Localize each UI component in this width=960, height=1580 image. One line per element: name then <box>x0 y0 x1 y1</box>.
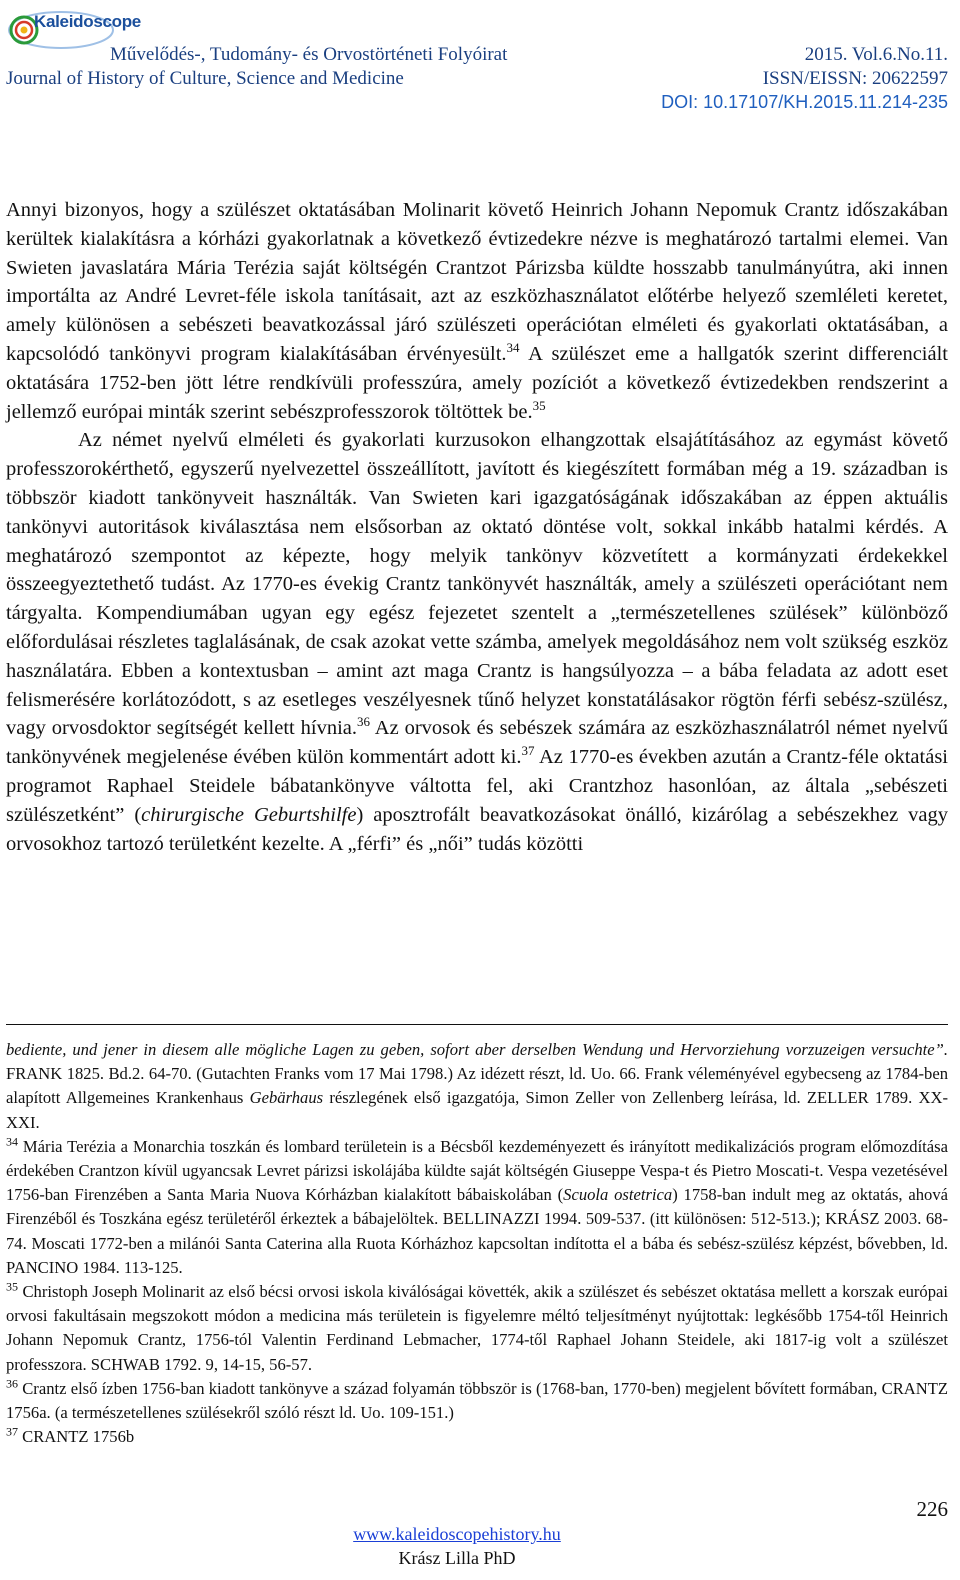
paragraph-2: Az német nyelvű elméleti és gyakorlati kurzusokon elhangzottak elsajátításához az egymást követő professzorokérthető, egyszerű nyelvezettel összeállított, javított és kiegészített formában még a 19. században is többször kiadott tankönyveit használták. Van Swieten kari igazgatóságának időszakában az éppen aktuális tankönyvi autoritások kiválasztása nem elsősorban az oktató döntése volt, sokkal inkább hatalmi kérdés. A meghatározó szempontot az képezte, hogy melyik tankönyv közvetített a kormányzati érdekekkel összeegyeztethető tudást. Az 1770-es évekig Crantz tankönyvét használták, amely a szülészeti operációtant nem tárgyalta. Kompendiumában ugyan egy egész fejezetet szentelt a „természetellenes szülések” különböző előfordulásai részletes taglalásának, de csak azokat vette számba, amelyek megoldásához nem volt szükség eszköz használatára. Ebben a kontextusban – amint azt maga Crantz is hangsúlyozza – a bába feladata az adott eset felismerésére korlátozódott, s az esetleges veszélyesnek tűnő helyzet konstatálásakor rögtön férfi sebész-szülész, vagy orvosdoktor segítségét kellett hívnia.$^{36}$ Az orvosok és sebészek számára az eszközhasználatról német nyelvű tankönyvének megjelenése évében külön kommentárt adott ki.$^{37}$ Az 1770-es években azután a Crantz-féle oktatási programot Raphael Steidele bábatankönyve váltotta fel, aki Crantzhoz hasonlóan, az általa „sebészeti szülészetként” (chirurgische Geburtshilfe) aposztrofált beavatkozásokat önálló, kizárólag a sebészekhez vagy orvosokhoz tartozó területként kezelte. A „férfi” és „női” tudás közötti <box>6 429 949 855</box>
journal-title-english: Journal of History of Culture, Science and Medicine <box>6 68 404 89</box>
footnote-35: $^{35}$ Christoph Joseph Molinarit az első bécsi orvosi iskola kiválóságai követték, akik a szülészet és sebészet oktatása mellett a korszak európai orvosi fakultásain megszokott módon a medicina más területein is figyelemre méltó teljesítményt nyújtottak: legkésőbb 1754-től Heinrich Johann Nepomuk Crantz, 1756-tól Valentin Ferdinand Lebmacher, 1774-től Raphael Johann Steidele, aki 1817-ig volt a szülészet professzora. SCHWAB 1792. 9, 14-15, 56-57. <box>6 1279 948 1374</box>
website-link[interactable]: www.kaleidoscopehistory.hu <box>353 1524 561 1544</box>
footnote-34: $^{34}$ Mária Terézia a Monarchia toszkán és lombard területein is a Bécsből kezdeményezett és irányított medikalizációs program előmozdítása érdekében Crantzon kívül ugyancsak Levret párizsi iskolájába küldte saját költségén Giuseppe Vespa-t és Pietro Moscati-t. Vespa vezetésével 1756-ban Firenzében a Santa Maria Nuova Kórházban kialakított bábaiskolában (Scuola ostetrica) 1758-ban indult meg az oktatás, ahová Firenzéből és Toszkána egész területéről érkeztek a bábajelöltek. BELLINAZZI 1994. 509-537. (itt különösen: 512-513.); KRÁSZ 2003. 68-74. Moscati 1772-ben a milánói Santa Caterina alla Ruota Kórházhoz kapcsoltan indította el a bába és sebész-szülész képzést, bővebben, ld. PANCINO 1984. 113-125. <box>6 1134 948 1277</box>
author-name: Krász Lilla PhD <box>398 1548 516 1568</box>
paragraph-1: Annyi bizonyos, hogy a szülészet oktatásában Molinarit követő Heinrich Johann Nepomuk Crantz időszakában kerültek kialakításra a kórházi gyakorlatnak a következő évtizedekre nézve is meghatározó tartalmi elemei. Van Swieten javaslatára Mária Terézia saját költségén Crantzot Párizsba küldte hosszabb tanulmányútra, aki innen importálta az André Levret-féle iskola tanításait, azt az eszközhasználatot előtérbe helyező szemléleti keretet, amely különösen a sebészeti beavatkozással járó szülészeti operációtan elméleti és gyakorlati oktatásában, a kapcsolódó tankönyvi program kialakításában érvényesült.$^{34}$ A szülészet eme a hallgatók szerint differenciált oktatására 1752-ben jött létre rendkívüli professzúra, amely pozíciót a következő évtizedekben rendszerint a jellemző európai minták szerint sebészprofesszorok töltöttek be.$^{35}$ <box>6 199 948 423</box>
journal-header <box>0 0 960 120</box>
footnotes <box>6 1038 948 1449</box>
main-text <box>6 196 948 858</box>
footnote-ref-34[interactable]: 34 <box>506 340 520 356</box>
doi-link[interactable]: DOI: 10.17107/KH.2015.11.214-235 <box>661 92 948 112</box>
footnote-ref-35[interactable]: 35 <box>532 397 546 413</box>
footnote-continuation: bediente, und jener in diesem alle mögliche Lagen zu geben, sofort aber derselben Wendung und Hervorziehung vorzuzeigen versuchte”. FRANK 1825. Bd.2. 64-70. (Gutachten Franks vom 17 Mai 1798.) Az idézett részt, ld. Uo. 66. Frank véleményével egybecseng az 1784-ben alapított Allgemeines Krankenhaus Gebärhaus részlegének első igazgatója, Simon Zeller von Zellenberg leírása, ld. ZELLER 1789. XX-XXI. <box>6 1040 948 1132</box>
logo-wordmark: Kaleidoscope <box>34 12 141 31</box>
footnote-36: $^{36}$ Crantz első ízben 1756-ban kiadott tankönyve a század folyamán többször is (1768-ban, 1770-ben) megjelent bővített formában, CRANTZ 1756a. (a természetellenes szülésekről szóló részt ld. Uo. 109-151.) <box>6 1376 948 1423</box>
footnote-ref-36[interactable]: 36 <box>357 714 371 730</box>
journal-title-hungarian: Művelődés-, Tudomány- és Orvostörténeti Folyóirat <box>110 44 508 65</box>
page-number: 226 <box>916 1497 948 1521</box>
footnote-ref-37[interactable]: 37 <box>521 743 535 759</box>
issn-info: ISSN/EISSN: 20622597 <box>762 68 948 89</box>
footnote-37: $^{37}$ CRANTZ 1756b <box>6 1424 135 1447</box>
footnote-separator <box>6 1024 948 1025</box>
issue-info: 2015. Vol.6.No.11. <box>804 44 948 65</box>
